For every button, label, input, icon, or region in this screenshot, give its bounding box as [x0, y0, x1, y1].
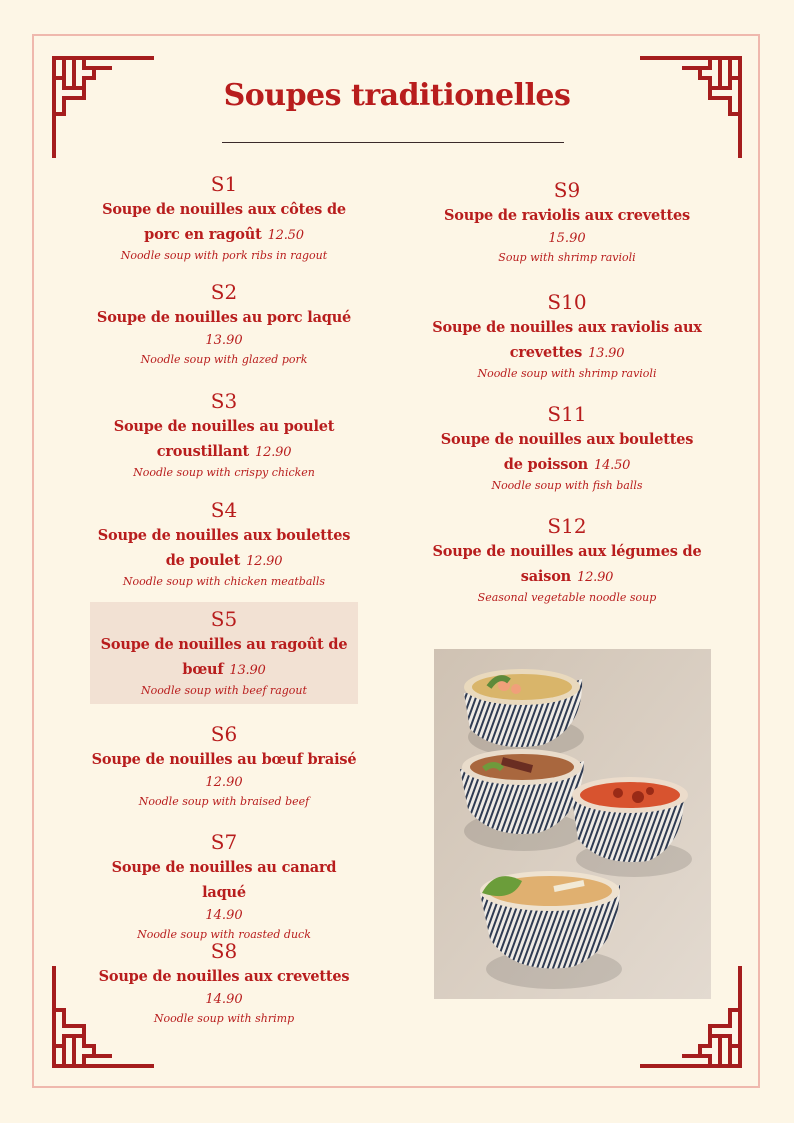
item-name: Soupe de nouilles au porc laqué	[96, 309, 352, 326]
page-title: Soupes traditionelles	[223, 78, 571, 113]
menu-item-s10[interactable]	[422, 289, 712, 382]
item-description: Noodle soup with pork ribs in ragout	[120, 249, 328, 262]
item-name: Soupe de nouilles au canard laqué	[111, 859, 337, 901]
item-code: S6	[210, 722, 238, 746]
menu-item-s9[interactable]	[422, 177, 712, 266]
item-price: 15.90	[548, 231, 586, 246]
item-name: Soupe de nouilles aux légumes de saison 12.90	[432, 543, 702, 585]
item-price: 13.90	[588, 346, 625, 361]
item-description: Soup with shrimp ravioli	[498, 251, 636, 264]
item-code: S1	[210, 172, 238, 196]
item-price: 14.50	[594, 458, 631, 473]
item-code: S7	[210, 830, 238, 854]
menu-item-s7[interactable]	[89, 829, 359, 943]
item-code: S9	[553, 178, 581, 202]
item-description: Noodle soup with chicken meatballs	[122, 575, 326, 588]
item-price: 12.90	[255, 445, 292, 460]
menu-item-s8[interactable]	[89, 938, 359, 1027]
menu-item-s2[interactable]	[89, 279, 359, 368]
menu-item-s5[interactable]	[89, 606, 359, 699]
item-price: 12.50	[267, 228, 304, 243]
menu-item-s1[interactable]	[89, 171, 359, 264]
item-description: Noodle soup with fish balls	[491, 479, 643, 492]
item-name: Soupe de nouilles aux côtes de porc en ragoût 12.50	[102, 201, 346, 243]
item-name: Soupe de raviolis aux crevettes	[444, 207, 690, 224]
item-description: Noodle soup with shrimp	[153, 1012, 295, 1025]
item-description: Seasonal vegetable noodle soup	[477, 591, 657, 604]
item-code: S4	[210, 498, 238, 522]
item-code: S3	[210, 389, 238, 413]
menu-item-s12[interactable]	[422, 513, 712, 606]
item-description: Noodle soup with beef ragout	[141, 684, 307, 697]
item-name: Soupe de nouilles aux crevettes	[98, 968, 350, 985]
item-price: 12.90	[205, 775, 243, 790]
menu-item-s3[interactable]	[89, 388, 359, 481]
item-description: Noodle soup with glazed pork	[140, 353, 308, 366]
menu-item-s6[interactable]	[89, 721, 359, 810]
item-code: S11	[547, 402, 587, 426]
item-price: 14.90	[205, 992, 243, 1007]
item-name: Soupe de nouilles au poulet croustillant 12.90	[113, 418, 335, 460]
item-description: Noodle soup with shrimp ravioli	[477, 367, 657, 380]
item-price: 12.90	[577, 570, 614, 585]
item-name: Soupe de nouilles aux boulettes de poisson 14.50	[440, 431, 694, 473]
item-code: S2	[210, 280, 238, 304]
item-price: 12.90	[246, 554, 283, 569]
item-code: S8	[210, 939, 238, 963]
item-code: S10	[547, 290, 587, 314]
item-price: 13.90	[205, 333, 243, 348]
menu-item-s11[interactable]	[422, 401, 712, 494]
item-description: Noodle soup with roasted duck	[137, 928, 311, 941]
item-code: S5	[210, 607, 238, 631]
noodle-bowls-photo	[434, 649, 711, 999]
item-price: 13.90	[229, 663, 266, 678]
item-description: Noodle soup with crispy chicken	[133, 466, 315, 479]
item-price: 14.90	[205, 908, 243, 923]
item-name: Soupe de nouilles aux raviolis aux crevettes 13.90	[432, 319, 702, 361]
item-code: S12	[547, 514, 587, 538]
menu-item-s4[interactable]	[89, 497, 359, 590]
item-name: Soupe de nouilles aux boulettes de poulet 12.90	[97, 527, 351, 569]
title-divider	[222, 142, 564, 143]
item-description: Noodle soup with braised beef	[138, 795, 310, 808]
item-name: Soupe de nouilles au bœuf braisé	[91, 751, 357, 768]
item-name: Soupe de nouilles au ragoût de bœuf 13.90	[100, 636, 348, 678]
